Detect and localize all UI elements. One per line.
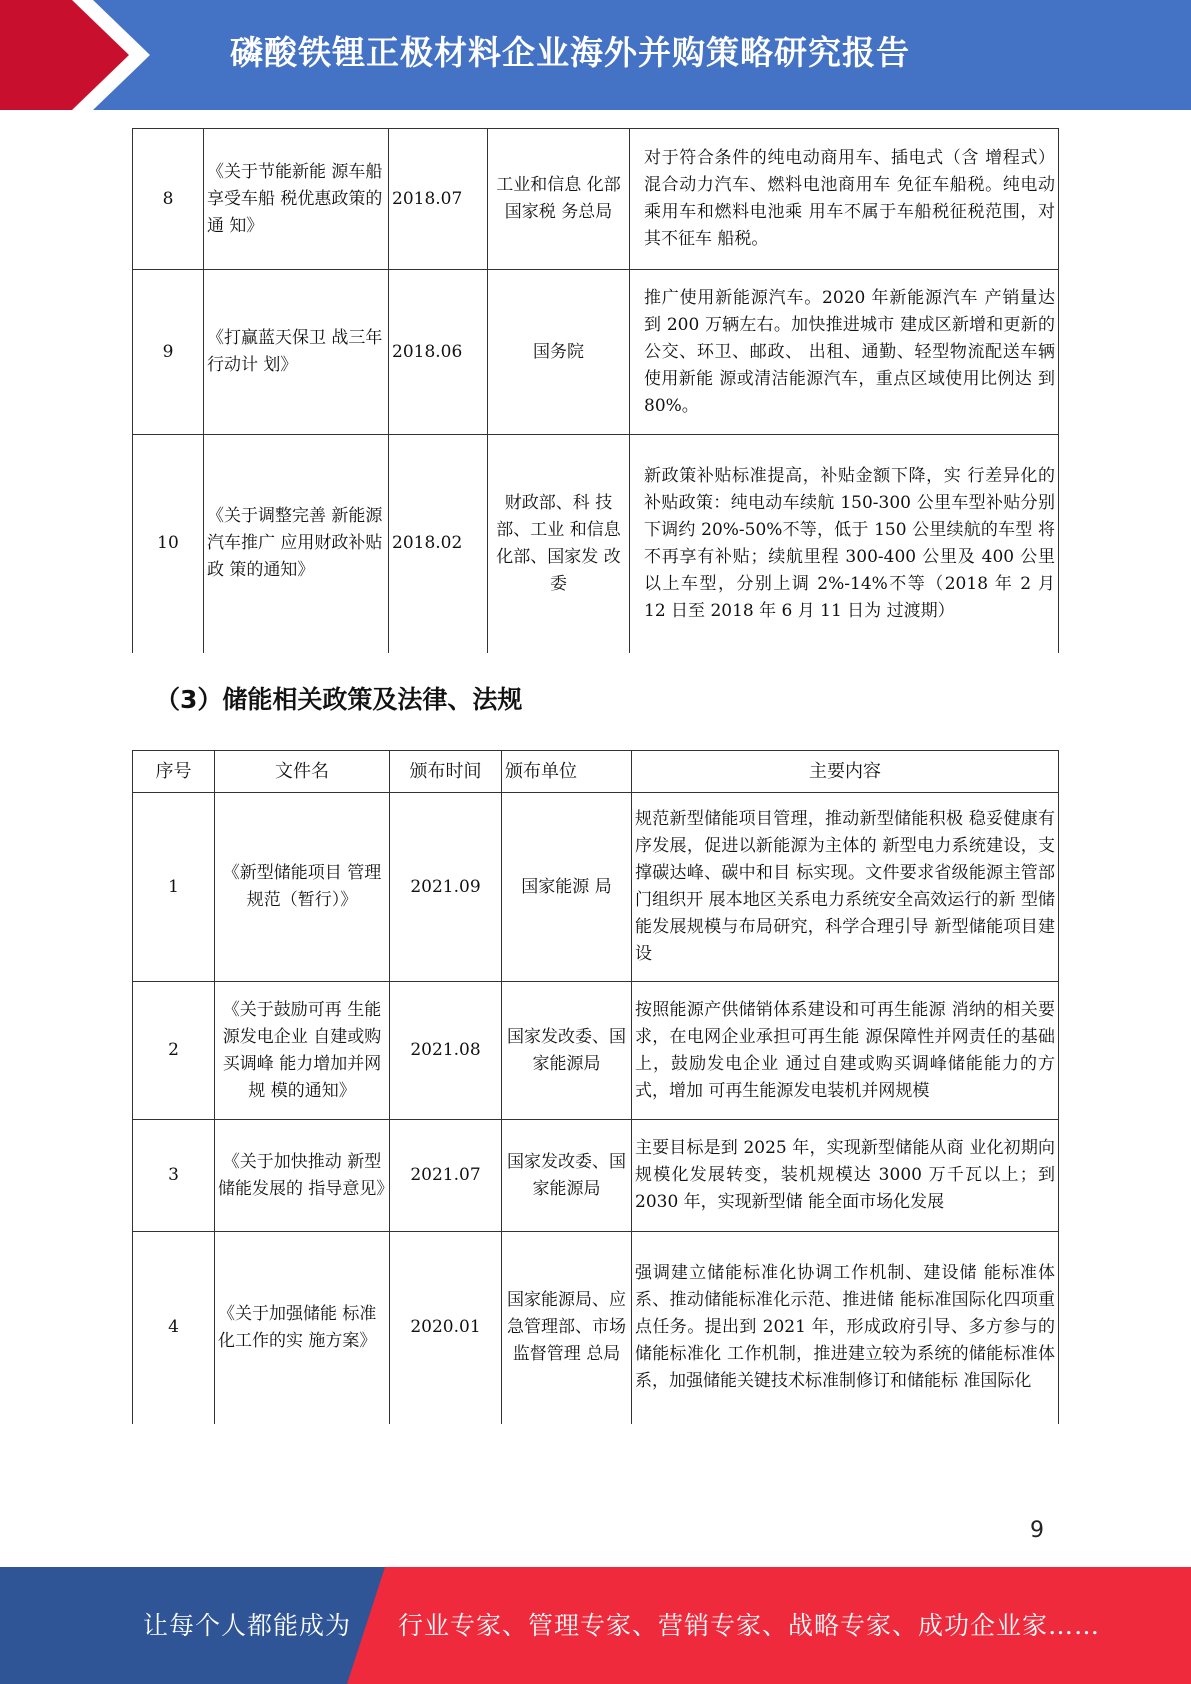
energy-storage-policy-table bbox=[132, 750, 1059, 1424]
row-number: 10 bbox=[133, 435, 204, 653]
table-row bbox=[133, 435, 1059, 653]
issuing-unit: 国家能源 局 bbox=[502, 793, 632, 982]
row-number: 2 bbox=[133, 982, 215, 1120]
table-row bbox=[133, 793, 1059, 982]
issue-date: 2018.07 bbox=[389, 129, 488, 270]
issuing-unit: 国家发改委、国家能源局 bbox=[502, 1120, 632, 1232]
document-name: 《关于调整完善 新能源汽车推广 应用财政补贴政 策的通知》 bbox=[204, 435, 389, 653]
issue-date: 2021.09 bbox=[390, 793, 502, 982]
issue-date: 2020.01 bbox=[390, 1232, 502, 1424]
row-number: 1 bbox=[133, 793, 215, 982]
main-content: 规范新型储能项目管理，推动新型储能积极 稳妥健康有序发展，促进以新能源为主体的 新型电力系统建设，支撑碳达峰、碳中和目 标实现。文件要求省级能源主管部门组织开 展本地区关系电力系统安全高效运行的新 型储能发展规模与布局研究，科学合理引导 新型储能项目建设 bbox=[632, 793, 1059, 982]
document-name: 《关于加快推动 新型储能发展的 指导意见》 bbox=[215, 1120, 390, 1232]
issue-date: 2021.07 bbox=[390, 1120, 502, 1232]
issue-date: 2021.08 bbox=[390, 982, 502, 1120]
issue-date: 2018.06 bbox=[389, 270, 488, 435]
row-number: 4 bbox=[133, 1232, 215, 1424]
row-number: 8 bbox=[133, 129, 204, 270]
footer-slogan-right: 行业专家、管理专家、营销专家、战略专家、成功企业家…… bbox=[398, 1611, 1101, 1640]
row-number: 3 bbox=[133, 1120, 215, 1232]
page-footer bbox=[0, 1567, 1191, 1684]
header-arrow-decoration bbox=[0, 0, 160, 110]
main-content: 新政策补贴标准提高，补贴金额下降，实 行差异化的补贴政策：纯电动车续航 150-300 公里车型补贴分别下调约 20%-50%不等，低于 150 公里续航的车型 将不再享有补贴；续航里程 300-400 公里及 400 公里以上车型，分别上调 2%-14%不等（2018 年 2 月 12 日至 2018 年 6 月 11 日为 过渡期） bbox=[630, 435, 1059, 653]
footer-slogan-left: 让每个人都能成为 bbox=[143, 1611, 352, 1640]
document-name: 《关于鼓励可再 生能源发电企业 自建或购买调峰 能力增加并网规 模的通知》 bbox=[215, 982, 390, 1120]
table-row bbox=[133, 1232, 1059, 1424]
report-title: 磷酸铁锂正极材料企业海外并购策略研究报告 bbox=[230, 33, 910, 72]
document-name: 《关于节能新能 源车船享受车船 税优惠政策的通 知》 bbox=[204, 129, 389, 270]
document-name: 《打赢蓝天保卫 战三年行动计 划》 bbox=[204, 270, 389, 435]
table-row bbox=[133, 982, 1059, 1120]
main-content: 推广使用新能源汽车。2020 年新能源汽车 产销量达到 200 万辆左右。加快推进城市 建成区新增和更新的公交、环卫、邮政、 出租、通勤、轻型物流配送车辆使用新能 源或清洁能源汽车，重点区域使用比例达 到 80%。 bbox=[630, 270, 1059, 435]
new-energy-vehicle-policy-table bbox=[132, 128, 1059, 653]
header-name: 文件名 bbox=[215, 751, 390, 793]
issuing-unit: 国家发改委、国家能源局 bbox=[502, 982, 632, 1120]
issuing-unit: 财政部、科 技部、工业 和信息化部、国家发 改委 bbox=[488, 435, 630, 653]
issuing-unit: 国家能源局、应急管理部、市场监督管理 总局 bbox=[502, 1232, 632, 1424]
header-no: 序号 bbox=[133, 751, 215, 793]
header-content: 主要内容 bbox=[632, 751, 1059, 793]
issuing-unit: 工业和信息 化部国家税 务总局 bbox=[488, 129, 630, 270]
main-content: 按照能源产供储销体系建设和可再生能源 消纳的相关要求，在电网企业承担可再生能 源保障性并网责任的基础上，鼓励发电企业 通过自建或购买调峰储能能力的方式，增加 可再生能源发电装机并网规模 bbox=[632, 982, 1059, 1120]
main-content: 主要目标是到 2025 年，实现新型储能从商 业化初期向规模化发展转变，装机规模达 3000 万千瓦以上；到 2030 年，实现新型储 能全面市场化发展 bbox=[632, 1120, 1059, 1232]
issuing-unit: 国务院 bbox=[488, 270, 630, 435]
issue-date: 2018.02 bbox=[389, 435, 488, 653]
page-number: 9 bbox=[1030, 1518, 1044, 1543]
section-heading: （3）储能相关政策及法律、法规 bbox=[155, 685, 523, 714]
header-unit: 颁布单位 bbox=[502, 751, 632, 793]
document-name: 《新型储能项目 管理规范（暂行）》 bbox=[215, 793, 390, 982]
row-number: 9 bbox=[133, 270, 204, 435]
table-row bbox=[133, 129, 1059, 270]
table-row bbox=[133, 270, 1059, 435]
table-header-row bbox=[133, 751, 1059, 793]
table-row bbox=[133, 1120, 1059, 1232]
document-name: 《关于加强储能 标准化工作的实 施方案》 bbox=[215, 1232, 390, 1424]
header-date: 颁布时间 bbox=[390, 751, 502, 793]
main-content: 强调建立储能标准化协调工作机制、建设储 能标准体系、推动储能标准化示范、推进储 能标准国际化四项重点任务。提出到 2021 年，形成政府引导、多方参与的储能标准化 工作机制，推进建立较为系统的储能标准体 系，加强储能关键技术标准制修订和储能标 准国际化 bbox=[632, 1232, 1059, 1424]
main-content: 对于符合条件的纯电动商用车、插电式（含 增程式）混合动力汽车、燃料电池商用车 免征车船税。纯电动乘用车和燃料电池乘 用车不属于车船税征税范围，对其不征车 船税。 bbox=[630, 129, 1059, 270]
page-header bbox=[0, 0, 1191, 110]
